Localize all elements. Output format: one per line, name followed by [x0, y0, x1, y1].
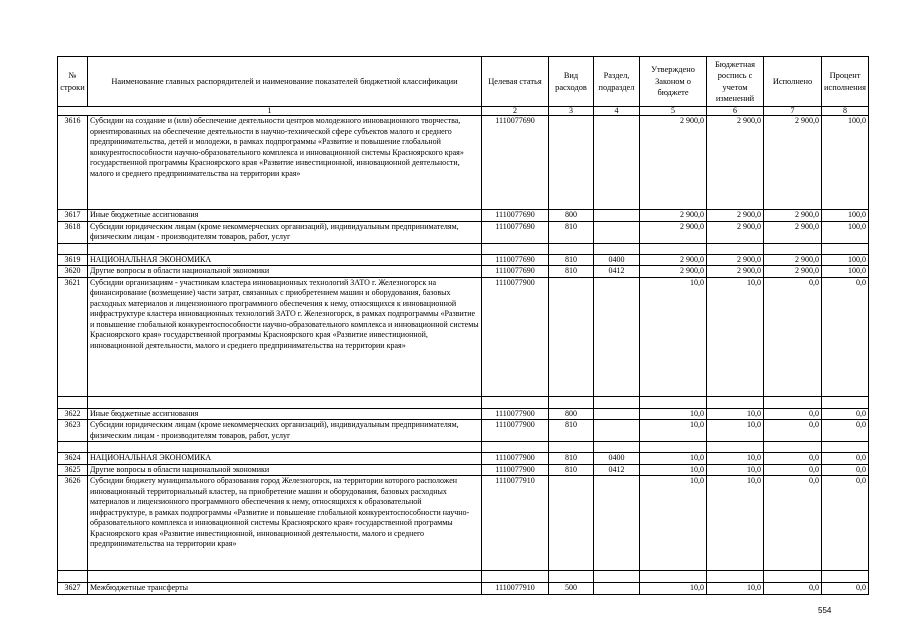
cell-type: 800 — [549, 408, 594, 420]
table-row — [58, 464, 869, 476]
header-approved: Утверждено Законом о бюджете — [640, 57, 707, 107]
cell-percent: 0,0 — [822, 408, 869, 420]
cell-section: 0412 — [594, 464, 640, 476]
cell-name: Субсидии юридическим лицам (кроме некоммерческих организаций), индивидуальным предпринимателям, физическим лицам - производителям товаров, работ, услуг — [88, 420, 482, 442]
cell-name: Иные бюджетные ассигнования — [88, 210, 482, 222]
spacer-cell — [764, 442, 822, 453]
cell-schedule: 10,0 — [707, 408, 764, 420]
colnum-cell: 8 — [822, 107, 869, 116]
spacer-cell — [482, 243, 549, 254]
cell-type: 810 — [549, 254, 594, 266]
cell-percent: 100,0 — [822, 210, 869, 222]
cell-executed: 2 900,0 — [764, 254, 822, 266]
cell-no: 3626 — [58, 476, 88, 571]
spacer-cell — [764, 396, 822, 408]
cell-name: Другие вопросы в области национальной экономики — [88, 266, 482, 278]
table-row — [58, 420, 869, 442]
cell-name: Субсидии бюджету муниципального образования город Железногорск, на территории которого расположен инновационный территориальный кластер, на приобретение машин и оборудования, базовых расходных материалов и лицензионного программного обеспечения к нему, относящихся к образовательной инфраструктуре, в рамках подпрограммы «Развитие и повышение глобальной конкурентоспособности научно-образовательного комплекса и инновационной системы Красноярского края» государственной программы Красноярского края «Развитие инвестиционной, инновационной деятельности, малого и среднего предпринимательства на территории края» — [88, 476, 482, 571]
spacer-cell — [88, 571, 482, 583]
cell-section — [594, 408, 640, 420]
cell-target: 1110077900 — [482, 453, 549, 465]
cell-approved: 10,0 — [640, 453, 707, 465]
cell-schedule: 2 900,0 — [707, 221, 764, 243]
spacer-row — [58, 396, 869, 408]
spacer-row — [58, 243, 869, 254]
spacer-cell — [88, 442, 482, 453]
cell-target: 1110077690 — [482, 254, 549, 266]
cell-executed: 0,0 — [764, 420, 822, 442]
cell-executed: 0,0 — [764, 277, 822, 396]
header-exp-type: Вид расходов — [549, 57, 594, 107]
cell-approved: 2 900,0 — [640, 116, 707, 210]
cell-type: 810 — [549, 221, 594, 243]
cell-section: 0400 — [594, 453, 640, 465]
cell-executed: 0,0 — [764, 583, 822, 595]
colnum-cell: 5 — [640, 107, 707, 116]
spacer-cell — [88, 243, 482, 254]
cell-percent: 0,0 — [822, 420, 869, 442]
cell-no: 3623 — [58, 420, 88, 442]
cell-approved: 10,0 — [640, 408, 707, 420]
colnum-cell: 6 — [707, 107, 764, 116]
cell-name: Другие вопросы в области национальной экономики — [88, 464, 482, 476]
cell-approved: 2 900,0 — [640, 266, 707, 278]
cell-section — [594, 476, 640, 571]
spacer-cell — [58, 396, 88, 408]
spacer-cell — [549, 243, 594, 254]
spacer-row — [58, 571, 869, 583]
spacer-cell — [549, 571, 594, 583]
spacer-cell — [594, 442, 640, 453]
spacer-cell — [482, 571, 549, 583]
cell-percent: 0,0 — [822, 453, 869, 465]
cell-target: 1110077900 — [482, 464, 549, 476]
cell-approved: 10,0 — [640, 277, 707, 396]
spacer-cell — [594, 396, 640, 408]
cell-percent: 100,0 — [822, 116, 869, 210]
cell-schedule: 10,0 — [707, 476, 764, 571]
cell-percent: 0,0 — [822, 277, 869, 396]
cell-no: 3619 — [58, 254, 88, 266]
cell-no: 3624 — [58, 453, 88, 465]
spacer-cell — [707, 571, 764, 583]
spacer-cell — [549, 396, 594, 408]
cell-target: 1110077900 — [482, 420, 549, 442]
cell-no: 3616 — [58, 116, 88, 210]
cell-approved: 2 900,0 — [640, 221, 707, 243]
cell-executed: 2 900,0 — [764, 116, 822, 210]
cell-percent: 0,0 — [822, 583, 869, 595]
spacer-cell — [707, 243, 764, 254]
cell-target: 1110077910 — [482, 476, 549, 571]
cell-name: Межбюджетные трансферты — [88, 583, 482, 595]
page-number: 554 — [818, 606, 832, 615]
cell-section: 0412 — [594, 266, 640, 278]
cell-percent: 100,0 — [822, 254, 869, 266]
cell-schedule: 10,0 — [707, 453, 764, 465]
cell-percent: 100,0 — [822, 221, 869, 243]
table-row — [58, 254, 869, 266]
cell-schedule: 2 900,0 — [707, 266, 764, 278]
spacer-cell — [822, 396, 869, 408]
header-name: Наименование главных распорядителей и наименование показателей бюджетной классификации — [88, 57, 482, 107]
cell-executed: 2 900,0 — [764, 210, 822, 222]
cell-section — [594, 277, 640, 396]
cell-schedule: 10,0 — [707, 464, 764, 476]
cell-schedule: 10,0 — [707, 583, 764, 595]
cell-approved: 2 900,0 — [640, 210, 707, 222]
cell-executed: 0,0 — [764, 453, 822, 465]
spacer-cell — [640, 442, 707, 453]
column-numbers-row — [58, 107, 869, 116]
spacer-cell — [764, 243, 822, 254]
header-row-no: № строки — [58, 57, 88, 107]
cell-type: 500 — [549, 583, 594, 595]
cell-percent: 0,0 — [822, 464, 869, 476]
cell-target: 1110077690 — [482, 210, 549, 222]
spacer-cell — [549, 442, 594, 453]
spacer-cell — [764, 571, 822, 583]
table-row — [58, 476, 869, 571]
cell-executed: 2 900,0 — [764, 266, 822, 278]
spacer-cell — [707, 442, 764, 453]
cell-executed: 2 900,0 — [764, 221, 822, 243]
cell-executed: 0,0 — [764, 476, 822, 571]
table-row — [58, 277, 869, 396]
cell-type: 810 — [549, 453, 594, 465]
cell-executed: 0,0 — [764, 408, 822, 420]
colnum-cell: 4 — [594, 107, 640, 116]
table-row — [58, 221, 869, 243]
cell-type — [549, 476, 594, 571]
header-percent: Процент исполнения — [822, 57, 869, 107]
cell-no: 3625 — [58, 464, 88, 476]
cell-type — [549, 116, 594, 210]
cell-type — [549, 277, 594, 396]
cell-percent: 0,0 — [822, 476, 869, 571]
spacer-cell — [58, 442, 88, 453]
cell-percent: 100,0 — [822, 266, 869, 278]
cell-approved: 10,0 — [640, 583, 707, 595]
header-executed: Исполнено — [764, 57, 822, 107]
cell-type: 810 — [549, 266, 594, 278]
cell-target: 1110077900 — [482, 277, 549, 396]
cell-executed: 0,0 — [764, 464, 822, 476]
table-row — [58, 210, 869, 222]
spacer-cell — [482, 396, 549, 408]
table-row — [58, 453, 869, 465]
cell-schedule: 2 900,0 — [707, 116, 764, 210]
spacer-cell — [58, 571, 88, 583]
spacer-cell — [594, 571, 640, 583]
cell-type: 800 — [549, 210, 594, 222]
cell-name: Иные бюджетные ассигнования — [88, 408, 482, 420]
colnum-cell: 1 — [58, 107, 482, 116]
budget-table — [57, 56, 869, 595]
cell-schedule: 2 900,0 — [707, 254, 764, 266]
spacer-cell — [822, 442, 869, 453]
cell-schedule: 10,0 — [707, 277, 764, 396]
colnum-cell: 2 — [482, 107, 549, 116]
cell-schedule: 2 900,0 — [707, 210, 764, 222]
cell-target: 1110077690 — [482, 221, 549, 243]
spacer-cell — [822, 571, 869, 583]
spacer-cell — [707, 396, 764, 408]
cell-no: 3622 — [58, 408, 88, 420]
spacer-cell — [594, 243, 640, 254]
cell-section — [594, 221, 640, 243]
colnum-cell: 3 — [549, 107, 594, 116]
header-schedule: Бюджетная роспись с учетом изменений — [707, 57, 764, 107]
cell-target: 1110077910 — [482, 583, 549, 595]
cell-section — [594, 583, 640, 595]
spacer-row — [58, 442, 869, 453]
cell-name: НАЦИОНАЛЬНАЯ ЭКОНОМИКА — [88, 254, 482, 266]
table-row — [58, 408, 869, 420]
cell-section — [594, 116, 640, 210]
cell-no: 3620 — [58, 266, 88, 278]
cell-approved: 10,0 — [640, 464, 707, 476]
cell-section — [594, 420, 640, 442]
cell-no: 3617 — [58, 210, 88, 222]
cell-no: 3627 — [58, 583, 88, 595]
table-row — [58, 266, 869, 278]
table-row — [58, 116, 869, 210]
cell-approved: 2 900,0 — [640, 254, 707, 266]
cell-name: Субсидии юридическим лицам (кроме некоммерческих организаций), индивидуальным предпринимателям, физическим лицам - производителям товаров, работ, услуг — [88, 221, 482, 243]
table-body — [58, 107, 869, 595]
cell-type: 810 — [549, 464, 594, 476]
cell-approved: 10,0 — [640, 420, 707, 442]
header-target: Целевая статья — [482, 57, 549, 107]
spacer-cell — [58, 243, 88, 254]
cell-target: 1110077690 — [482, 266, 549, 278]
cell-approved: 10,0 — [640, 476, 707, 571]
cell-section: 0400 — [594, 254, 640, 266]
cell-no: 3618 — [58, 221, 88, 243]
cell-name: НАЦИОНАЛЬНАЯ ЭКОНОМИКА — [88, 453, 482, 465]
spacer-cell — [640, 396, 707, 408]
cell-section — [594, 210, 640, 222]
cell-name: Субсидии организациям - участникам кластера инновационных технологий ЗАТО г. Железногорск на финансирование (возмещение) части затрат, связанных с приобретением машин и оборудования, базовых расходных материалов и лицензионного программного обеспечения к нему, относящихся к инновационной инфраструктуре кластера инновационных технологий ЗАТО г. Железногорск, в рамках подпрограммы «Развитие и повышение глобальной конкурентоспособности научно-образовательного комплекса и инновационной системы Красноярского края» государственной программы Красноярского края «Развитие инвестиционной, инновационной деятельности, малого и среднего предпринимательства на территории края» — [88, 277, 482, 396]
spacer-cell — [482, 442, 549, 453]
spacer-cell — [88, 396, 482, 408]
spacer-cell — [822, 243, 869, 254]
spacer-cell — [640, 571, 707, 583]
cell-schedule: 10,0 — [707, 420, 764, 442]
header-section: Раздел, подраздел — [594, 57, 640, 107]
cell-type: 810 — [549, 420, 594, 442]
spacer-cell — [640, 243, 707, 254]
cell-name: Субсидии на создание и (или) обеспечение деятельности центров молодежного инновационного творчества, ориентированных на обеспечение деятельности в научно-технической сфере субъектов малого и среднего предпринимательства, детей и молодежи, в рамках подпрограммы «Развитие и повышение глобальной конкурентоспособности научно-образовательного комплекса и инновационной системы Красноярского края» государственной программы Красноярского края «Развитие инвестиционной, инновационной деятельности, малого и среднего предпринимательства на территории края» — [88, 116, 482, 210]
cell-target: 1110077900 — [482, 408, 549, 420]
cell-no: 3621 — [58, 277, 88, 396]
table-row — [58, 583, 869, 595]
cell-target: 1110077690 — [482, 116, 549, 210]
colnum-cell: 7 — [764, 107, 822, 116]
